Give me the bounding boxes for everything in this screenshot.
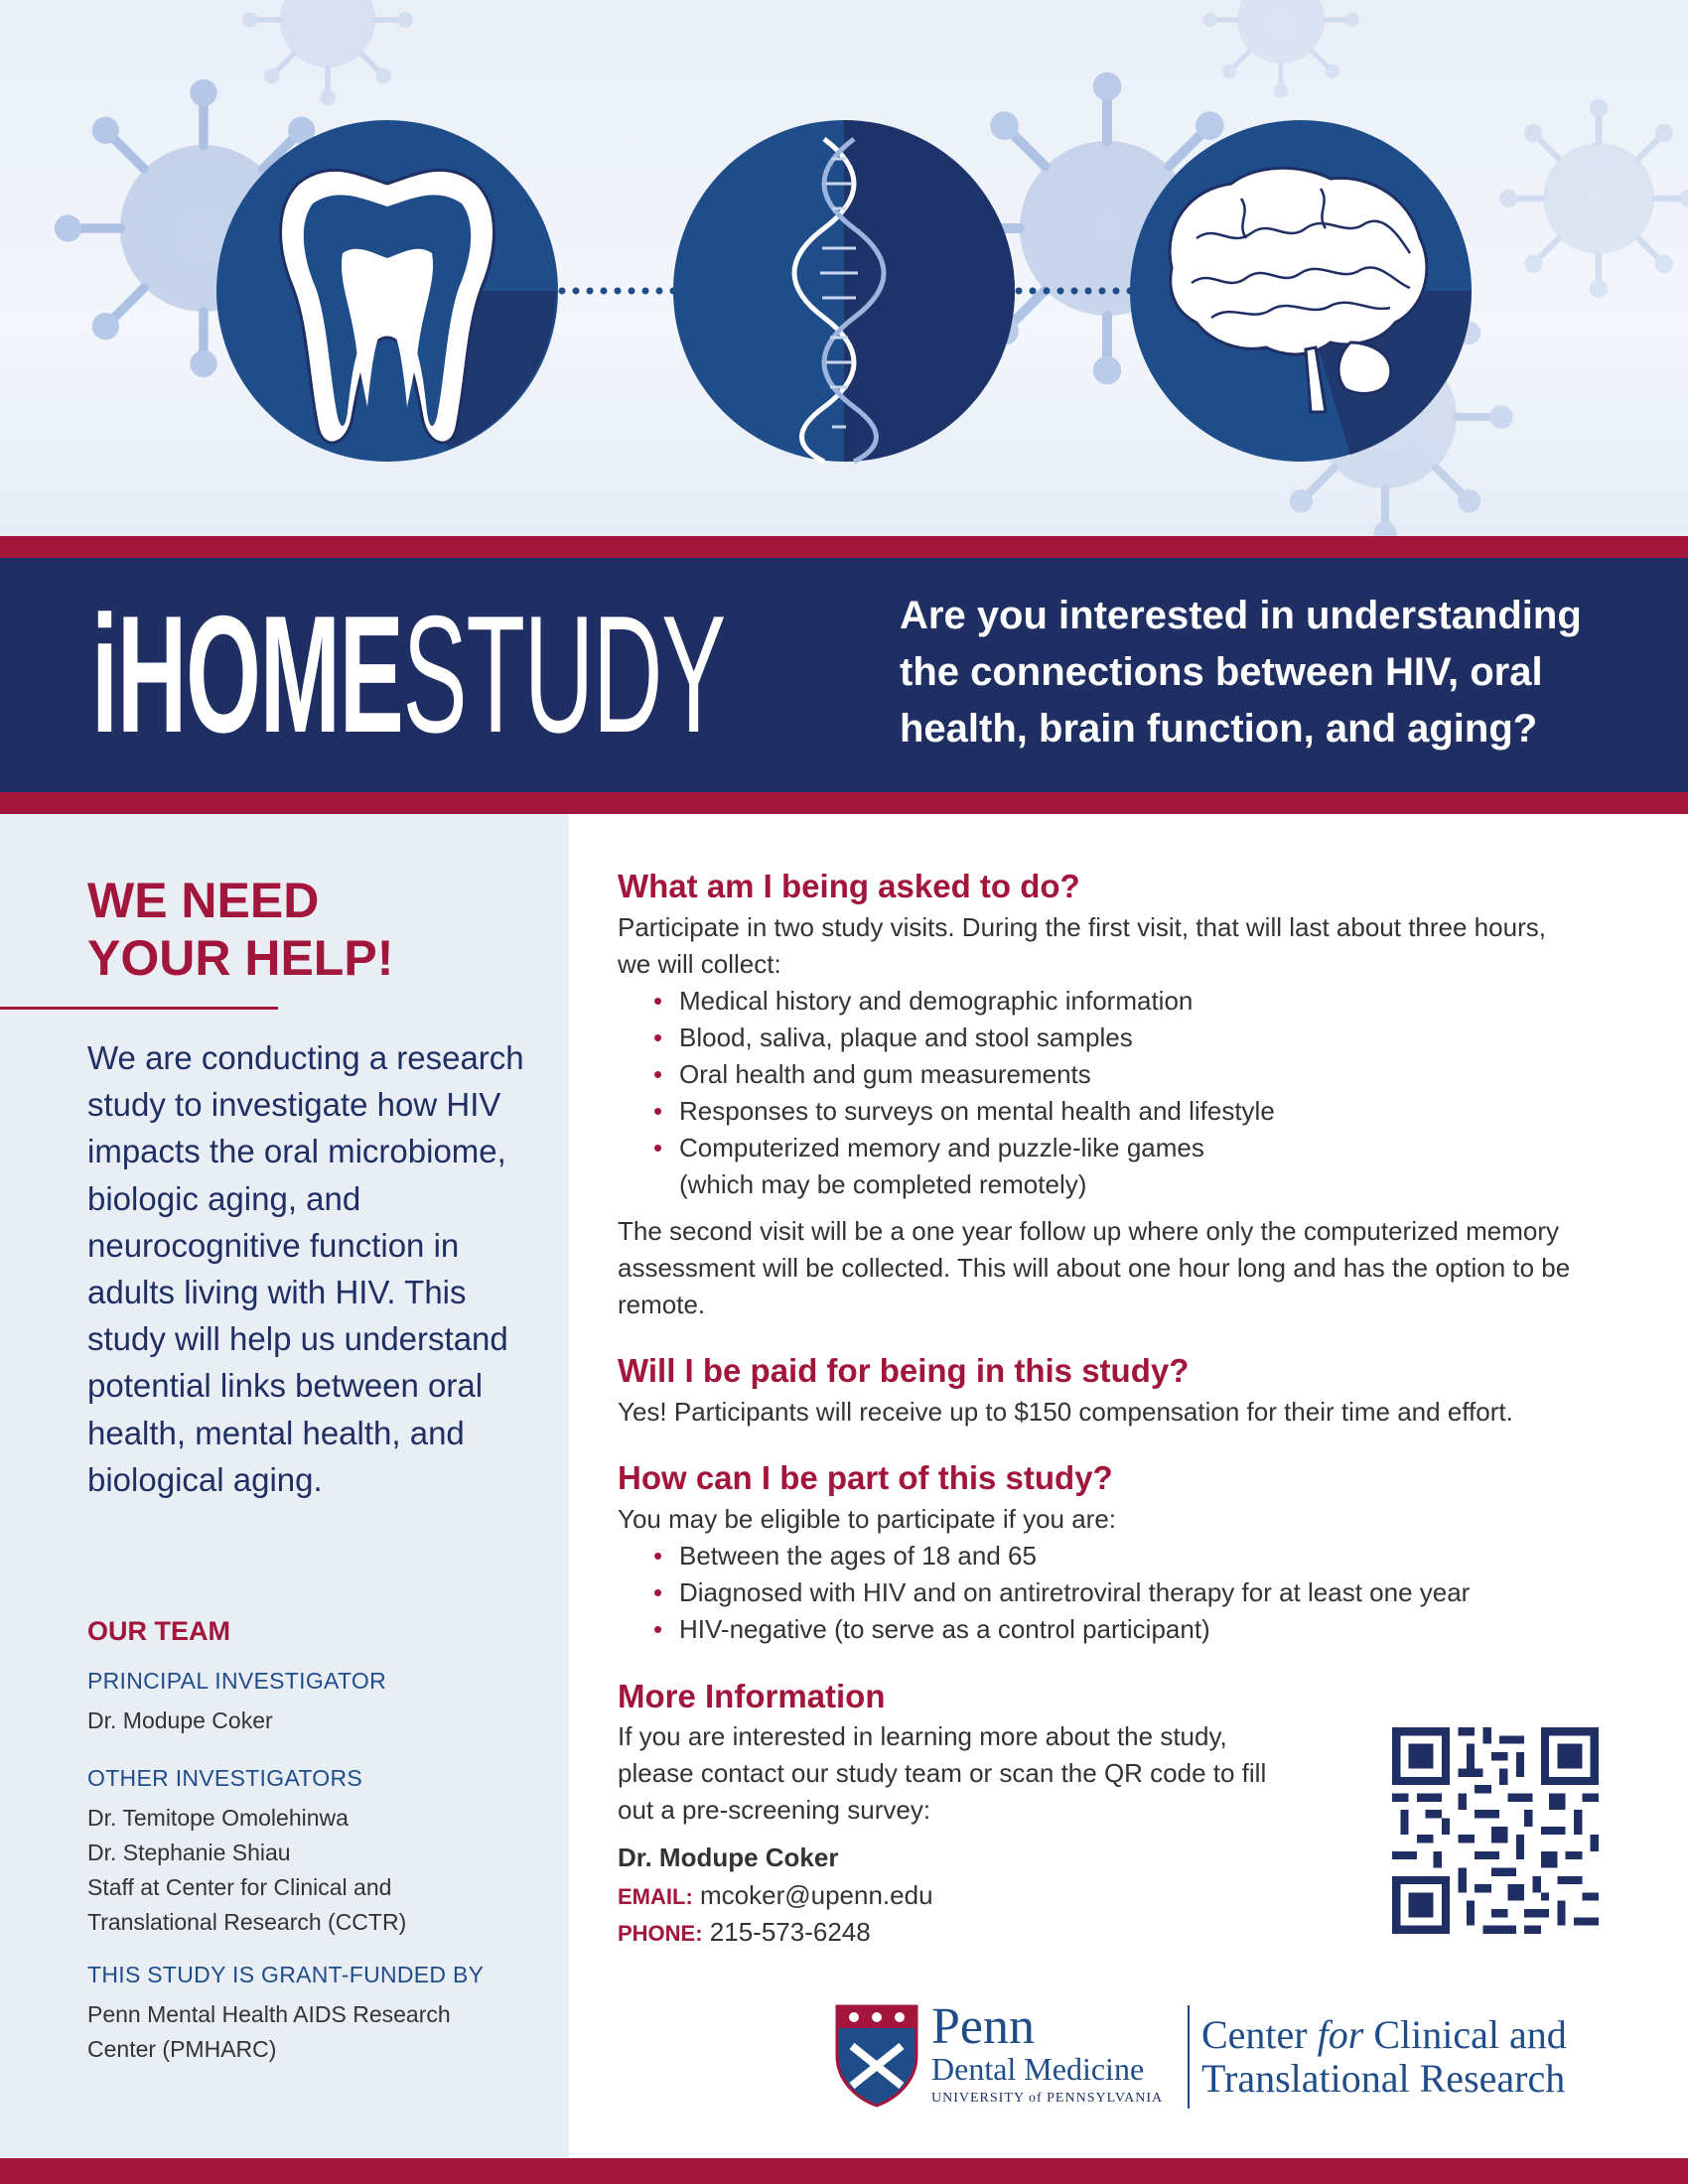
brain-icon — [1130, 120, 1472, 462]
list-item: • Blood, saliva, plaque and stool samples — [679, 1020, 1632, 1056]
investigator-name: Dr. Temitope Omolehinwa — [87, 1805, 349, 1831]
email-address[interactable]: mcoker@upenn.edu — [700, 1880, 933, 1910]
team-heading: OUR TEAM — [87, 1616, 230, 1646]
list-item: • Responses to surveys on mental health and lifestyle — [679, 1093, 1632, 1130]
phone-number[interactable]: 215-573-6248 — [709, 1917, 871, 1947]
penn-wordmark: Penn — [931, 1998, 1035, 2055]
paid-text: Yes! Participants will receive up to $150 compensation for their time and effort. — [618, 1397, 1513, 1427]
banner-tagline: Are you interested in understanding the connections between HIV, oral health, brain function, and aging? — [900, 594, 1582, 751]
more-line: If you are interested in learning more about the study, — [618, 1721, 1227, 1751]
other-investigators-list — [87, 1801, 514, 1940]
university-wordmark: UNIVERSITY of PENNSYLVANIA — [931, 2091, 1164, 2106]
tooth-icon — [216, 120, 558, 462]
heading-line: YOUR HELP! — [87, 930, 394, 986]
list-item: • Oral health and gum measurements — [679, 1056, 1632, 1093]
grant-label: THIS STUDY IS GRANT-FUNDED BY — [87, 1962, 485, 1987]
virus-icon — [1499, 99, 1688, 298]
virus-icon — [242, 0, 413, 105]
part-intro: You may be eligible to participate if you are: — [618, 1504, 1117, 1534]
logo-divider — [1188, 2005, 1190, 2109]
investigator-name: Dr. Stephanie Shiau — [87, 1840, 291, 1865]
title-light: STUDY — [402, 581, 726, 767]
footer-stripe — [0, 2158, 1688, 2184]
grant-funder — [87, 1997, 514, 2067]
section-title-part: How can I be part of this study? — [618, 1459, 1113, 1496]
more-text — [618, 1718, 1352, 1829]
contact-email-row — [618, 1877, 933, 1915]
list-item: • HIV-negative (to serve as a control participant) — [679, 1611, 1632, 1648]
other-investigators-label: OTHER INVESTIGATORS — [87, 1765, 363, 1791]
cctr-text: Clinical and — [1363, 2012, 1567, 2057]
asked-intro: Participate in two study visits. During the first visit, that will last about three hours, we will collect: — [618, 912, 1546, 979]
section-title-paid: Will I be paid for being in this study? — [618, 1352, 1190, 1389]
investigator-name: Translational Research (CCTR) — [87, 1909, 407, 1935]
funder-line: Center (PMHARC) — [87, 2036, 277, 2062]
partner-logos — [832, 1998, 1607, 2113]
list-item: • Between the ages of 18 and 65 — [679, 1538, 1632, 1574]
virus-icon — [1202, 0, 1358, 98]
study-logo-title — [91, 580, 725, 768]
list-item: • Diagnosed with HIV and on antiretroviral therapy for at least one year — [679, 1574, 1632, 1611]
investigator-name: Staff at Center for Clinical and — [87, 1874, 392, 1900]
cctr-text: Center — [1201, 2012, 1318, 2057]
hero-graphics — [0, 0, 1688, 536]
pi-label: PRINCIPAL INVESTIGATOR — [87, 1668, 386, 1694]
hero-illustration — [0, 0, 1688, 536]
study-description: We are conducting a research study to investigate how HIV impacts the oral microbiome, biologic aging, and neurocognitive function in adults living with HIV. This study will help us understand potential links between oral health, mental health, and biological aging. — [87, 1039, 524, 1498]
list-item: • Computerized memory and puzzle-like games (which may be completed remotely) — [679, 1130, 1275, 1203]
dental-medicine-wordmark: Dental Medicine — [931, 2051, 1145, 2087]
asked-bullet-list — [618, 983, 1632, 1203]
pi-name: Dr. Modupe Coker — [87, 1707, 273, 1733]
banner-top-stripe — [0, 536, 1688, 558]
phone-label: PHONE: — [618, 1921, 703, 1946]
cctr-text-italic: for — [1317, 2012, 1364, 2057]
penn-shield-icon — [832, 2001, 921, 2109]
cctr-wordmark — [1201, 2013, 1567, 2101]
qr-code[interactable] — [1392, 1727, 1599, 1934]
title-bold: iHOME — [91, 581, 403, 767]
eligibility-bullet-list — [618, 1538, 1632, 1648]
asked-followup: The second visit will be a one year follow up where only the computerized memory assessment will be collected. This will about one hour long and has the option to be remote. — [618, 1216, 1571, 1319]
contact-name: Dr. Modupe Coker — [618, 1843, 839, 1872]
list-item: • Medical history and demographic information — [679, 983, 1632, 1020]
cctr-line: Translational Research — [1201, 2056, 1566, 2101]
call-to-action-heading — [87, 872, 544, 987]
section-title-asked: What am I being asked to do? — [618, 868, 1080, 904]
cctr-line — [1201, 2013, 1567, 2057]
more-line: out a pre-screening survey: — [618, 1795, 931, 1825]
more-line: please contact our study team or scan the QR code to fill — [618, 1758, 1267, 1788]
banner-bottom-stripe — [0, 792, 1688, 814]
dna-icon — [673, 120, 1015, 462]
email-label: EMAIL: — [618, 1884, 693, 1909]
heading-line: WE NEED — [87, 873, 320, 928]
contact-phone-row — [618, 1914, 871, 1952]
section-title-more: More Information — [618, 1678, 886, 1714]
divider — [0, 1007, 278, 1010]
funder-line: Penn Mental Health AIDS Research — [87, 2001, 451, 2027]
